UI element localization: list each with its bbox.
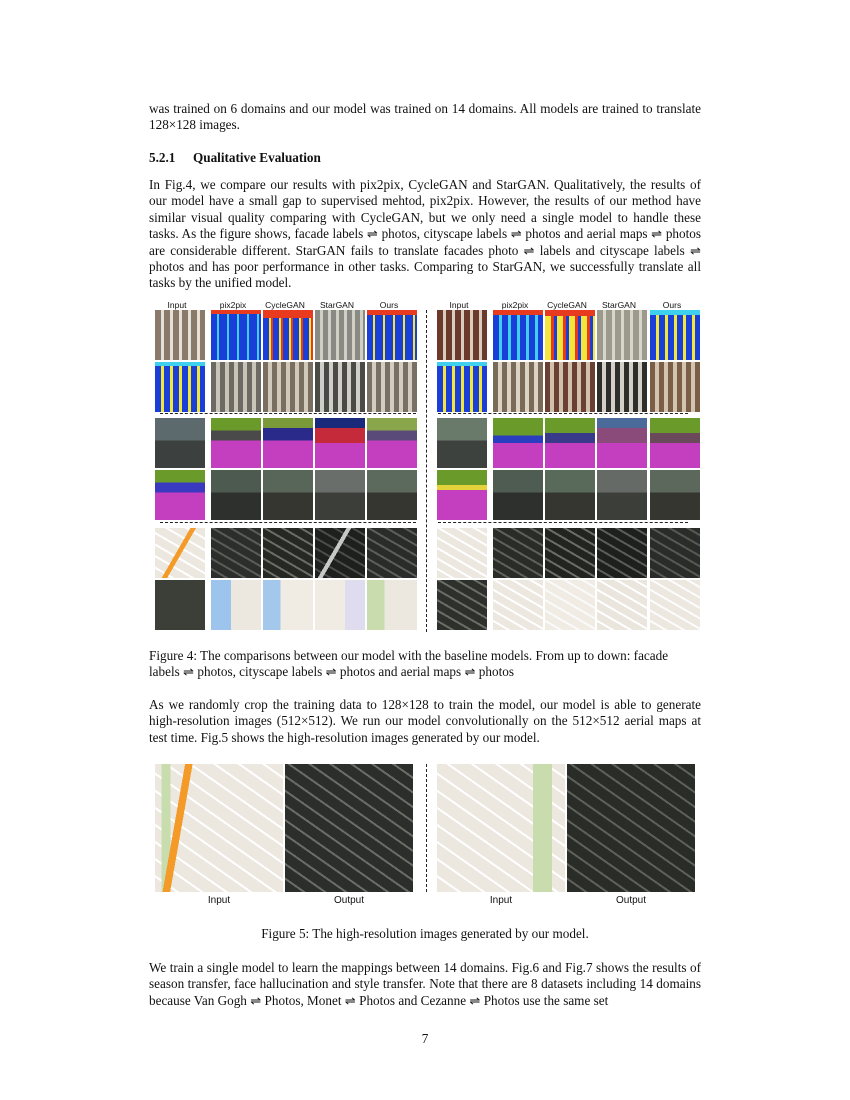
col-label-input-left: Input <box>167 300 187 310</box>
map-tile <box>263 580 313 630</box>
map-tile <box>597 580 647 630</box>
cityscape-label-tile <box>315 418 365 468</box>
cityscape-label-tile <box>367 418 417 468</box>
col-label-pix2pix-left: pix2pix <box>219 300 247 310</box>
section-number: 5.2.1 <box>149 150 176 165</box>
map-tile <box>211 580 261 630</box>
aerial-tile <box>263 528 313 578</box>
map-tile <box>545 580 595 630</box>
facade-label-tile <box>367 310 417 360</box>
cityscape-photo-tile <box>367 470 417 520</box>
cityscape-photo-tile <box>650 470 700 520</box>
aerial-tile <box>545 528 595 578</box>
aerial-tile <box>493 528 543 578</box>
paragraph-qualitative: In Fig.4, we compare our results with pix2pix, CycleGAN and StarGAN. Qualitatively, the results of our model have a small gap to supervised mehtod, pix2pix. However, the results of our method have similar visual quality comparing with CycleGAN, but we only need a single model to handle these tasks. As the figure shows, facade labels ⇌ photos, cityscape labels ⇌ photos and aerial maps ⇌ photos are considerable different. StarGAN fails to translate facades photo ⇌ labels and cityscape labels ⇌ photos and has poor performance in other tasks. Comparing to StarGAN, we successfully translate all tasks by the unified model. <box>149 177 701 291</box>
cityscape-label-tile <box>437 470 487 520</box>
facade-label-tile <box>263 310 313 360</box>
aerial-tile <box>155 580 205 630</box>
cityscape-photo-tile <box>493 470 543 520</box>
facade-photo-tile <box>493 362 543 412</box>
facade-photo-tile <box>211 362 261 412</box>
facade-photo-tile <box>597 362 647 412</box>
facade-photo-tile <box>437 310 487 360</box>
cityscape-label-tile <box>155 470 205 520</box>
intro-paragraph: was trained on 6 domains and our model was trained on 14 domains. All models are trained to translate 128×128 images. <box>149 101 701 133</box>
cityscape-photo-tile <box>437 418 487 468</box>
facade-label-tile <box>437 362 487 412</box>
facade-label-tile <box>650 310 700 360</box>
map-tile <box>315 580 365 630</box>
figure4-row-separator <box>160 522 416 523</box>
col-label-stargan-right: StarGAN <box>601 300 636 310</box>
figure-4 <box>150 296 700 632</box>
cityscape-label-tile <box>650 418 700 468</box>
map-tile <box>437 528 487 578</box>
map-tile <box>367 580 417 630</box>
facade-photo-tile <box>155 310 205 360</box>
cityscape-label-tile <box>545 418 595 468</box>
facade-photo-tile <box>367 362 417 412</box>
aerial-tile <box>315 528 365 578</box>
cityscape-label-tile <box>211 418 261 468</box>
cityscape-photo-tile <box>155 418 205 468</box>
col-label-input-right: Input <box>449 300 469 310</box>
col-label-cyclegan-right: CycleGAN <box>547 300 587 310</box>
cityscape-label-tile <box>493 418 543 468</box>
cityscape-photo-tile <box>315 470 365 520</box>
facade-label-tile <box>493 310 543 360</box>
aerial-tile <box>211 528 261 578</box>
facade-label-tile <box>315 310 365 360</box>
facade-label-tile <box>211 310 261 360</box>
facade-label-tile <box>545 310 595 360</box>
page-number: 7 <box>421 1031 429 1046</box>
figure5-label-output-left: Output <box>333 895 365 906</box>
figure5-label-input-left: Input <box>207 895 231 906</box>
figure4-vertical-separator <box>426 310 427 632</box>
col-label-ours-left: Ours <box>379 300 399 310</box>
figure5-vertical-separator <box>426 764 427 892</box>
figure4-row-separator <box>438 522 688 523</box>
map-tile <box>650 580 700 630</box>
facade-photo-tile <box>263 362 313 412</box>
facade-photo-tile <box>315 362 365 412</box>
col-label-stargan-left: StarGAN <box>319 300 354 310</box>
aerial-tile <box>597 528 647 578</box>
paragraph-highres: As we randomly crop the training data to 128×128 to train the model, our model is able to generate high-resolution images (512×512). We run our model convolutionally on the 512×512 aerial maps at test time. Fig.5 shows the high-resolution images generated by our model. <box>149 697 701 745</box>
cityscape-photo-tile <box>597 470 647 520</box>
highres-input-map-right <box>437 764 565 892</box>
section-title: Qualitative Evaluation <box>193 150 321 165</box>
figure-5-caption: Figure 5: The high-resolution images generated by our model. <box>261 926 589 941</box>
figure-4-caption: Figure 4: The comparisons between our model with the baseline models. From up to down: facade labels ⇌ photos, cityscape labels ⇌ photos and aerial maps ⇌ photos <box>149 648 669 680</box>
col-label-ours-right: Ours <box>662 300 682 310</box>
facade-photo-tile <box>545 362 595 412</box>
aerial-tile <box>367 528 417 578</box>
map-tile <box>493 580 543 630</box>
highres-input-map-left <box>155 764 283 892</box>
cityscape-photo-tile <box>211 470 261 520</box>
facade-label-tile <box>155 362 205 412</box>
highres-output-aerial-left <box>285 764 413 892</box>
figure5-label-output-right: Output <box>615 895 647 906</box>
cityscape-label-tile <box>597 418 647 468</box>
cityscape-photo-tile <box>545 470 595 520</box>
map-tile <box>155 528 205 578</box>
figure4-row-separator <box>160 413 416 414</box>
facade-label-tile <box>597 310 647 360</box>
figure4-row-separator <box>438 413 688 414</box>
col-label-cyclegan-left: CycleGAN <box>265 300 305 310</box>
aerial-tile <box>650 528 700 578</box>
facade-photo-tile <box>650 362 700 412</box>
figure5-label-input-right: Input <box>489 895 513 906</box>
paragraph-final: We train a single model to learn the mappings between 14 domains. Fig.6 and Fig.7 shows the results of season transfer, face hallucination and style transfer. Note that there are 8 datasets including 14 domains because Van Gogh ⇌ Photos, Monet ⇌ Photos and Cezanne ⇌ Photos use the same set <box>149 960 701 1008</box>
aerial-tile <box>437 580 487 630</box>
cityscape-label-tile <box>263 418 313 468</box>
section-heading <box>149 150 321 166</box>
highres-output-aerial-right <box>567 764 695 892</box>
cityscape-photo-tile <box>263 470 313 520</box>
figure-5 <box>155 764 695 909</box>
col-label-pix2pix-right: pix2pix <box>501 300 529 310</box>
